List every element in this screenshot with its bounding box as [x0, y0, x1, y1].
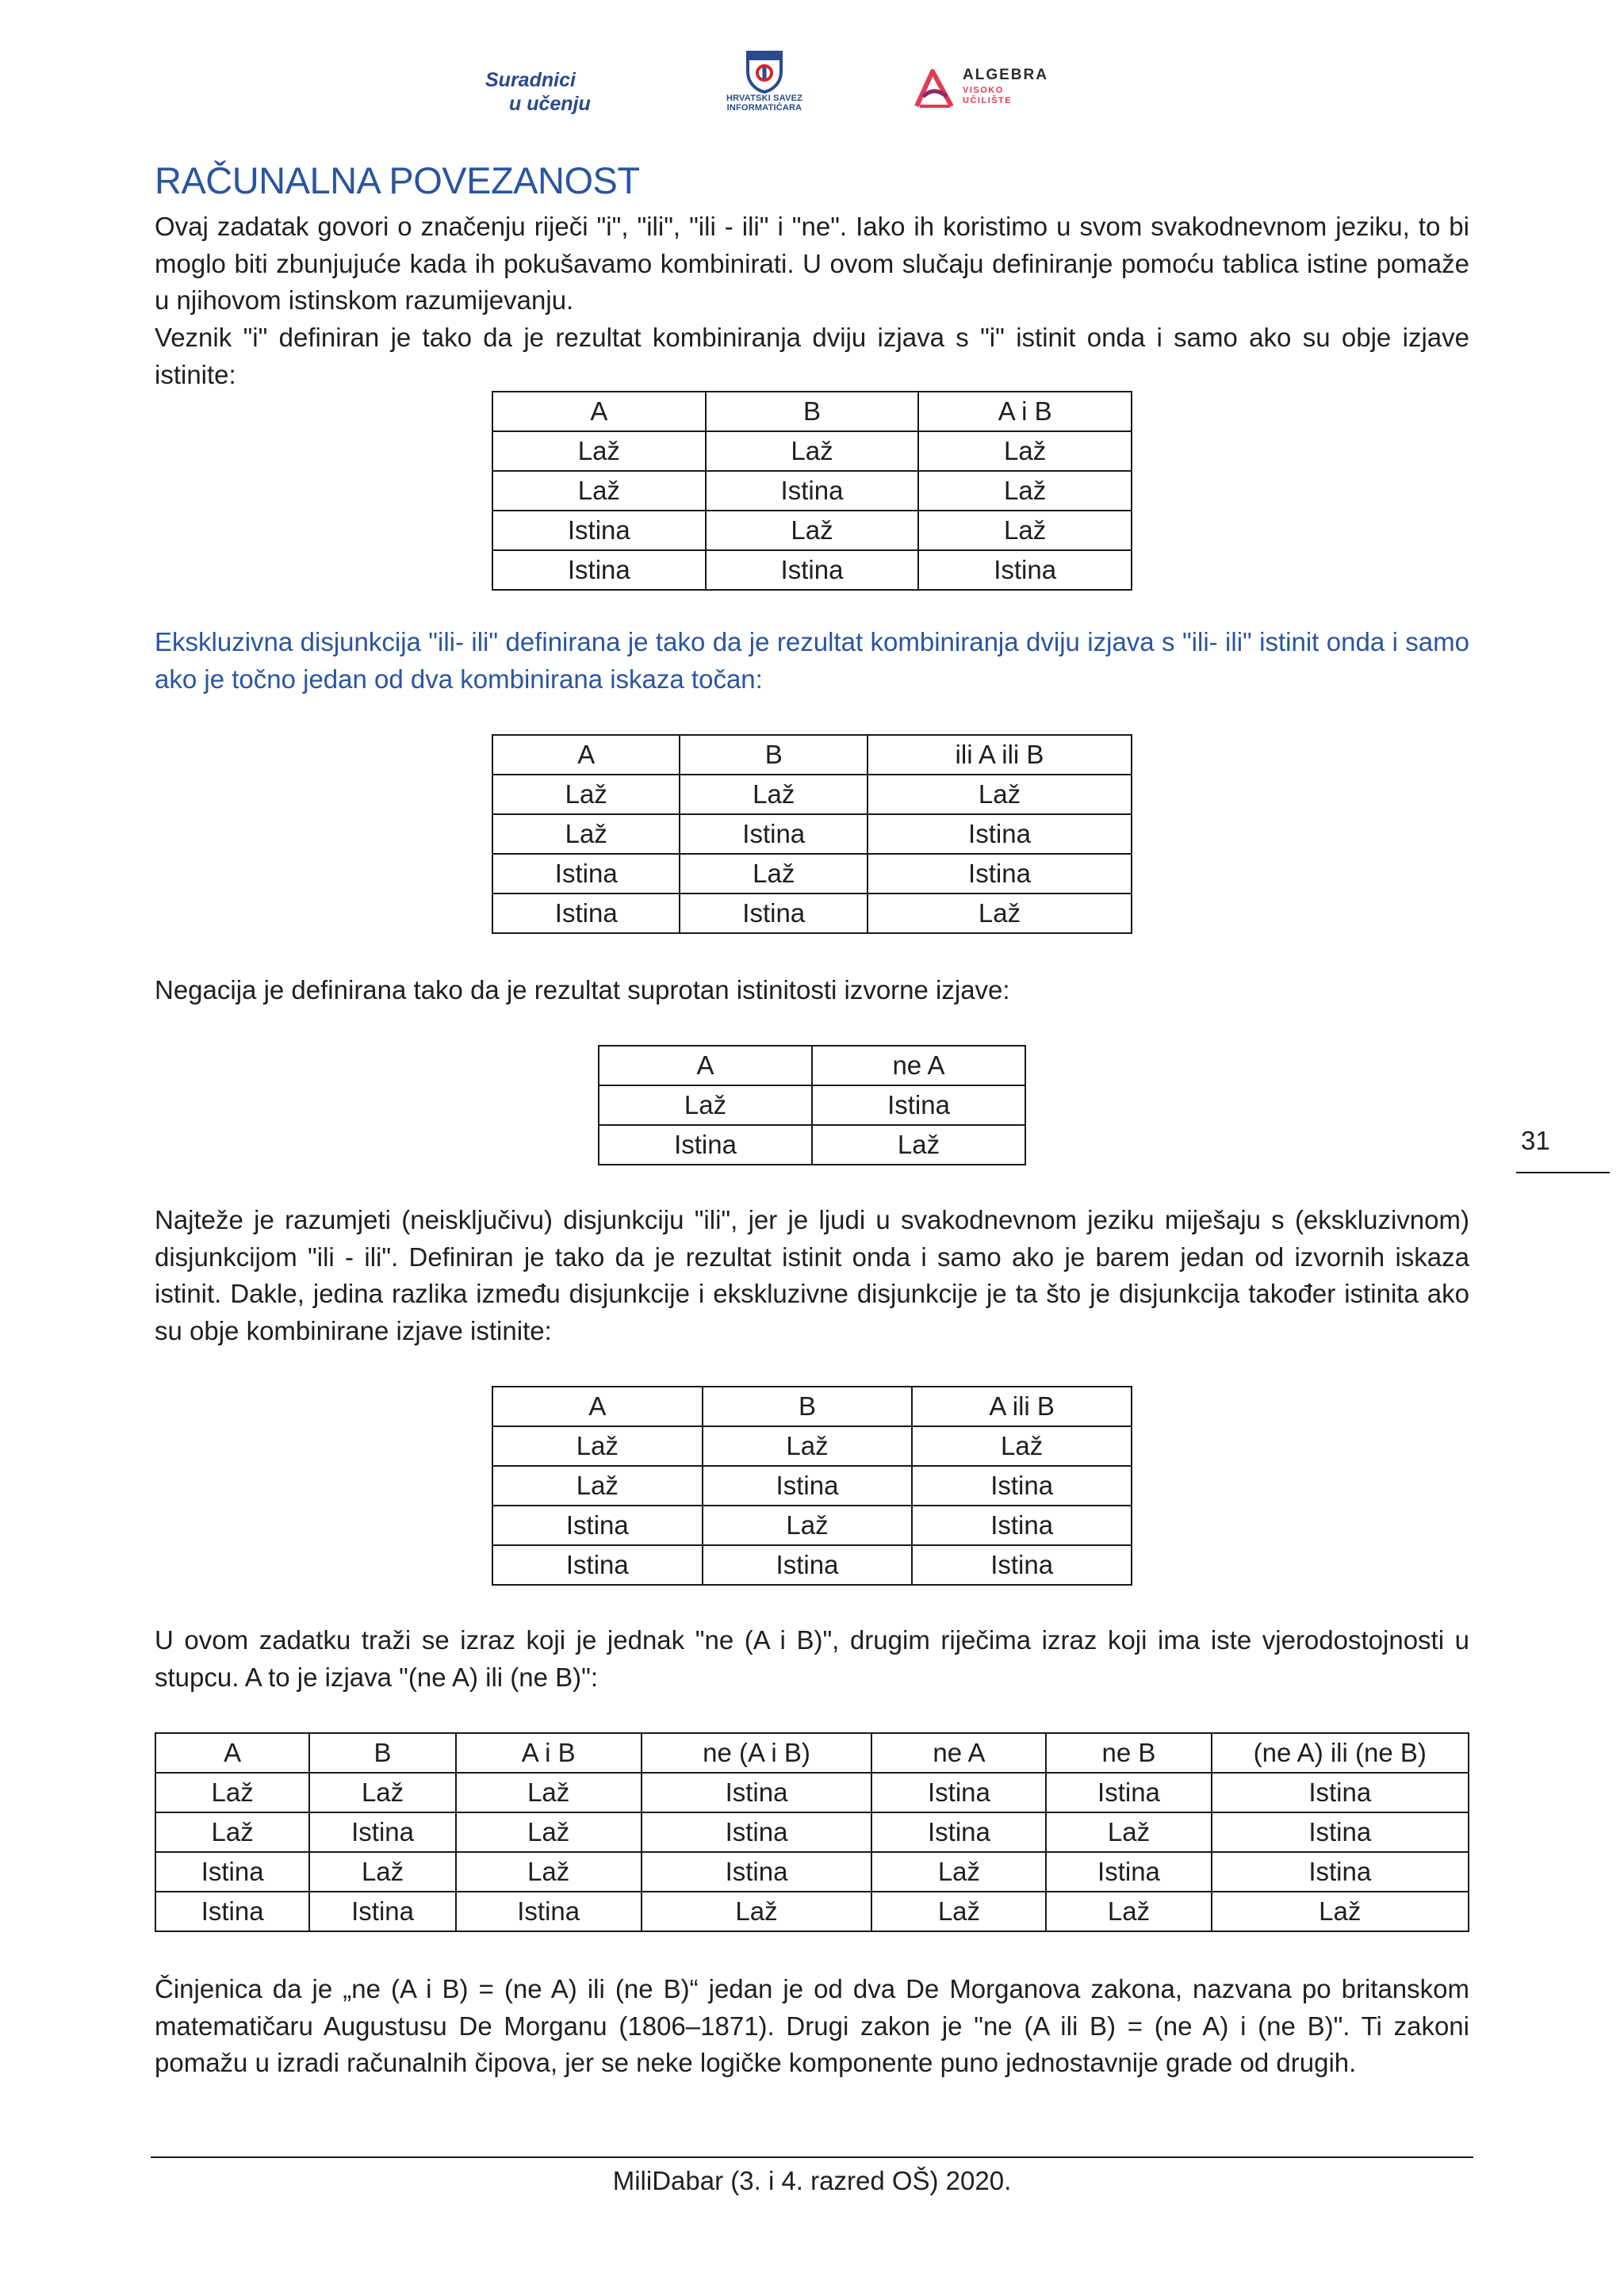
table-cell: Istina — [918, 550, 1132, 590]
xor-paragraph: Ekskluzivna disjunkcija "ili- ili" definirana je tako da je rezultat kombiniranja dviju izjava s "ili- ili" istinit onda i samo ako je točno jedan od dva kombinirana iskaza točan: — [155, 627, 1469, 694]
truth-table-or — [492, 1386, 1132, 1586]
table-cell: Istina — [642, 1773, 872, 1812]
table-cell: Laž — [812, 1125, 1025, 1165]
table-cell: Laž — [912, 1426, 1132, 1466]
table-cell: Laž — [492, 471, 706, 511]
table-cell: Laž — [155, 1812, 309, 1852]
table-cell: Laž — [599, 1085, 812, 1125]
table-cell: Istina — [155, 1892, 309, 1931]
table-header-cell: B — [680, 735, 867, 775]
truth-table-not — [598, 1045, 1026, 1165]
table-row — [492, 894, 1132, 933]
table-cell: Istina — [912, 1545, 1132, 1585]
table-cell: Laž — [706, 431, 919, 471]
table-cell: Laž — [492, 1426, 703, 1466]
hsin-caption-line2: INFORMATIČARA — [726, 103, 802, 113]
and-paragraph: Veznik "i" definiran je tako da je rezultat kombiniranja dviju izjava s "i" istinit onda i samo ako su obje izjave istinite: — [155, 323, 1469, 389]
algebra-sub1: VISOKO — [963, 86, 1004, 95]
table-header-cell: A ili B — [912, 1387, 1132, 1426]
suradnici-logo-line1: Suradnici — [485, 69, 576, 91]
page-number: 31 — [1521, 1126, 1550, 1155]
table-row — [492, 1466, 1132, 1506]
table-cell: Istina — [155, 1852, 309, 1892]
table-cell: Istina — [868, 854, 1132, 894]
table-cell: Laž — [703, 1426, 913, 1466]
table-cell: Istina — [871, 1773, 1046, 1812]
algebra-mark-icon — [912, 65, 958, 111]
conclusion-paragraph: Činjenica da je „ne (A i B) = (ne A) ili (ne B)“ jedan je od dva De Morganova zakona, nazvana po britanskom matematičaru Augustusu De Morganu (1806–1871). Drugi zakon je "ne (A ili B) = (ne A) i (ne B)". Ti zakoni pomažu u izradi računalnih čipova, jer se neke logičke komponente puno jednostavnije grade od drugih. — [155, 1974, 1469, 2077]
algebra-logo — [912, 63, 1055, 114]
table-row — [492, 431, 1132, 471]
table-header-cell: ili A ili B — [868, 735, 1132, 775]
table-cell: Laž — [871, 1892, 1046, 1931]
table-cell: Istina — [912, 1466, 1132, 1506]
table-row — [155, 1852, 1469, 1892]
table-header-cell: B — [706, 392, 919, 431]
table-cell: Istina — [812, 1085, 1025, 1125]
footer-rule — [151, 2156, 1473, 2158]
table-row — [492, 511, 1132, 550]
table-cell: Laž — [918, 431, 1132, 471]
table-cell: Laž — [868, 775, 1132, 814]
algebra-sub2: UČILIŠTE — [963, 96, 1013, 105]
table-cell: Laž — [492, 775, 680, 814]
truth-table-xor — [492, 734, 1132, 934]
table-row — [492, 471, 1132, 511]
table-header-cell: ne B — [1046, 1733, 1211, 1773]
table-cell: Istina — [309, 1892, 455, 1931]
table-header-row — [492, 735, 1132, 775]
algebra-name: ALGEBRA — [963, 67, 1048, 83]
table-cell: Laž — [492, 1466, 703, 1506]
table-header-cell: B — [309, 1733, 455, 1773]
table-cell: Istina — [309, 1812, 455, 1852]
table-cell: Laž — [155, 1773, 309, 1812]
table-cell: Istina — [912, 1506, 1132, 1545]
table-header-cell: A — [492, 735, 680, 775]
table-cell: Laž — [1046, 1892, 1211, 1931]
table-header-cell: A — [155, 1733, 309, 1773]
or-paragraph: Najteže je razumjeti (neisključivu) disjunkciju "ili", jer je ljudi u svakodnevnom jeziku miješaju s (ekskluzivnom) disjunkcijom "ili - ili". Definiran je tako da je rezultat istinit onda i samo ako je barem jedan od izvornih iskaza istinit. Dakle, jedina razlika između disjunkcije i ekskluzivne disjunkcije je ta što je disjunkcija također istinita ako su obje kombinirane izjave istinite: — [155, 1205, 1469, 1345]
table-header-cell: A — [492, 1387, 703, 1426]
table-cell: Laž — [1212, 1892, 1469, 1931]
table-cell: Istina — [680, 814, 867, 854]
table-row — [492, 775, 1132, 814]
table-row — [492, 1426, 1132, 1466]
table-header-cell: ne (A i B) — [642, 1733, 872, 1773]
table-header-cell: A i B — [918, 392, 1132, 431]
table-header-row — [599, 1046, 1025, 1085]
table-row — [492, 550, 1132, 590]
table-cell: Istina — [492, 1545, 703, 1585]
table-row — [155, 1892, 1469, 1931]
table-row — [599, 1085, 1025, 1125]
page-number-rule — [1516, 1172, 1610, 1173]
table-cell: Istina — [706, 550, 919, 590]
table-cell: Istina — [1212, 1773, 1469, 1812]
algebra-sub — [963, 86, 1012, 106]
table-cell: Istina — [642, 1812, 872, 1852]
table-cell: Istina — [868, 814, 1132, 854]
table-cell: Laž — [868, 894, 1132, 933]
table-header-row — [492, 392, 1132, 431]
table-cell: Laž — [1046, 1812, 1211, 1852]
table-cell: Istina — [492, 1506, 703, 1545]
table-header-cell: B — [703, 1387, 913, 1426]
hsin-logo — [720, 49, 809, 113]
table-header-row — [155, 1733, 1469, 1773]
truth-table-de-morgan — [155, 1732, 1469, 1932]
table-cell: Istina — [703, 1466, 913, 1506]
truth-table-and — [492, 391, 1132, 591]
table-cell: Istina — [599, 1125, 812, 1165]
table-cell: Laž — [456, 1852, 642, 1892]
footer-text: MiliDabar (3. i 4. razred OŠ) 2020. — [612, 2166, 1012, 2195]
task-paragraph: U ovom zadatku traži se izraz koji je jednak "ne (A i B)", drugim riječima izraz koji ima iste vjerodostojnosti u stupcu. A to je izjava "(ne A) ili (ne B)": — [155, 1625, 1469, 1692]
table-row — [492, 854, 1132, 894]
table-cell: Laž — [918, 471, 1132, 511]
table-cell: Istina — [680, 894, 867, 933]
table-cell: Istina — [492, 550, 706, 590]
table-cell: Laž — [871, 1852, 1046, 1892]
table-cell: Istina — [1046, 1852, 1211, 1892]
table-header-cell: A — [599, 1046, 812, 1085]
table-cell: Laž — [456, 1812, 642, 1852]
hsin-caption-line1: HRVATSKI SAVEZ — [726, 94, 803, 103]
not-paragraph: Negacija je definirana tako da je rezultat suprotan istinitosti izvorne izjave: — [155, 975, 1010, 1004]
table-header-cell: (ne A) ili (ne B) — [1212, 1733, 1469, 1773]
table-cell: Istina — [492, 854, 680, 894]
table-cell: Laž — [309, 1773, 455, 1812]
table-row — [492, 1545, 1132, 1585]
table-row — [492, 1506, 1132, 1545]
table-header-cell: A — [492, 392, 706, 431]
table-cell: Istina — [703, 1545, 913, 1585]
table-row — [155, 1773, 1469, 1812]
table-cell: Istina — [492, 894, 680, 933]
table-cell: Istina — [492, 511, 706, 550]
table-header-cell: A i B — [456, 1733, 642, 1773]
suradnici-logo — [485, 68, 604, 116]
table-cell: Laž — [918, 511, 1132, 550]
table-cell: Laž — [642, 1892, 872, 1931]
table-cell: Laž — [492, 814, 680, 854]
table-row — [599, 1125, 1025, 1165]
table-cell: Istina — [456, 1892, 642, 1931]
page-title: RAČUNALNA POVEZANOST — [155, 159, 640, 201]
intro-paragraph: Ovaj zadatak govori o značenju riječi "i", "ili", "ili - ili" i "ne". Iako ih koristimo u svom svakodnevnom jeziku, to bi moglo biti zbunjujuće kada ih pokušavamo kombinirati. U ovom slučaju definiranje pomoću tablica istine pomaže u njihovom istinskom razumijevanju. — [155, 212, 1469, 315]
table-cell: Istina — [1046, 1773, 1211, 1812]
table-cell: Istina — [871, 1812, 1046, 1852]
table-cell: Laž — [309, 1852, 455, 1892]
table-cell: Laž — [703, 1506, 913, 1545]
table-cell: Laž — [680, 854, 867, 894]
table-cell: Laž — [456, 1773, 642, 1812]
hsin-badge-icon — [745, 49, 784, 94]
suradnici-logo-line2: u učenju — [509, 93, 591, 115]
table-cell: Laž — [680, 775, 867, 814]
table-cell: Laž — [492, 431, 706, 471]
table-header-cell: ne A — [871, 1733, 1046, 1773]
table-cell: Istina — [1212, 1812, 1469, 1852]
table-row — [155, 1812, 1469, 1852]
table-cell: Istina — [642, 1852, 872, 1892]
table-cell: Istina — [1212, 1852, 1469, 1892]
table-cell: Istina — [706, 471, 919, 511]
table-cell: Laž — [706, 511, 919, 550]
table-row — [492, 814, 1132, 854]
table-header-row — [492, 1387, 1132, 1426]
table-header-cell: ne A — [812, 1046, 1025, 1085]
